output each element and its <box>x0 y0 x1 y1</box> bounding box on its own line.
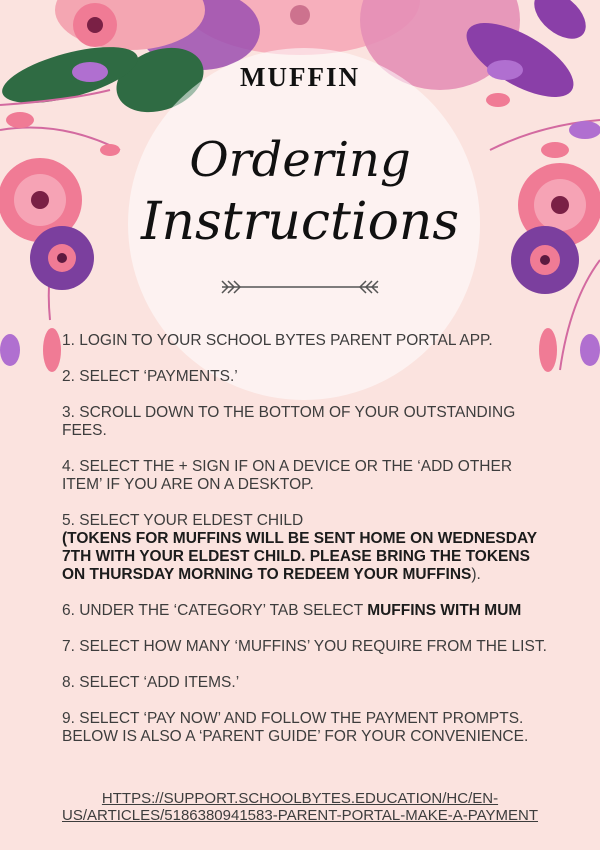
brand-heading: MUFFIN <box>240 62 360 92</box>
step-3: 3. SCROLL DOWN TO THE BOTTOM OF YOUR OUTSTANDING FEES. <box>62 404 516 439</box>
step-4: 4. SELECT THE + SIGN IF ON A DEVICE OR THE ‘ADD OTHER ITEM’ IF YOU ARE ON A DESKTOP. <box>62 458 513 493</box>
title-line-2: Instructions <box>140 192 460 252</box>
title-line-1: Ordering <box>189 132 411 188</box>
category-name: MUFFINS WITH MUM <box>367 602 522 619</box>
token-note: (TOKENS FOR MUFFINS WILL BE SENT HOME ON WEDNESDAY 7TH WITH YOUR ELDEST CHILD. PLEASE BRING THE TOKENS ON THURSDAY MORNING TO REDEEM YOUR MUFFINS <box>62 530 537 583</box>
step-2: 2. SELECT ‘PAYMENTS.’ <box>62 368 238 385</box>
step-5: 5. SELECT YOUR ELDEST CHILD (TOKENS FOR MUFFINS WILL BE SENT HOME ON WEDNESDAY 7TH WITH YOUR ELDEST CHILD. PLEASE BRING THE TOKENS ON THURSDAY MORNING TO REDEEM YOUR MUFFINS). <box>62 512 537 583</box>
step-7: 7. SELECT HOW MANY ‘MUFFINS’ YOU REQUIRE FROM THE LIST. <box>62 638 547 655</box>
step-8: 8. SELECT ‘ADD ITEMS.’ <box>62 674 240 691</box>
step-9: 9. SELECT ‘PAY NOW’ AND FOLLOW THE PAYMENT PROMPTS. BELOW IS ALSO A ‘PARENT GUIDE’ FOR YOUR CONVENIENCE. <box>62 710 529 745</box>
step-6: 6. UNDER THE ‘CATEGORY’ TAB SELECT MUFFINS WITH MUM <box>62 602 522 619</box>
instruction-steps <box>62 332 552 764</box>
parent-guide-link[interactable]: HTTPS://SUPPORT.SCHOOLBYTES.EDUCATION/HC/EN-US/ARTICLES/5186380941583-PARENT-PORTAL-MAKE-A-PAYMENT <box>62 790 539 824</box>
arrow-divider-icon <box>218 278 382 296</box>
step-1: 1. LOGIN TO YOUR SCHOOL BYTES PARENT PORTAL APP. <box>62 332 493 349</box>
